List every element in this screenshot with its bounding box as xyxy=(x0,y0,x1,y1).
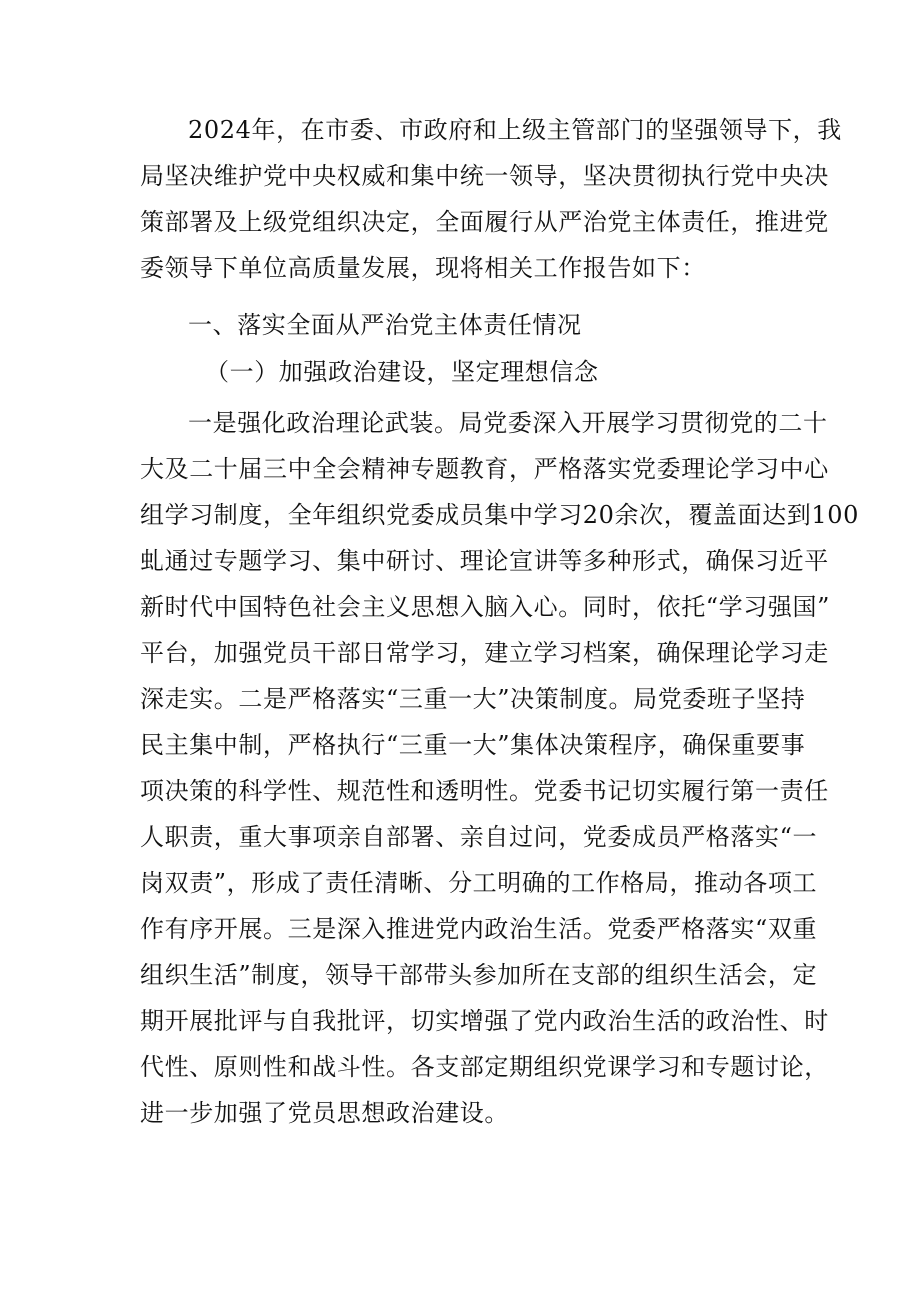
body-line-11: 岗双责”，形成了责任清晰、分工明确的工作格局，推动各项工 xyxy=(140,869,818,897)
body-line-16: 进一步加强了党员思想政治建设。 xyxy=(140,1099,509,1127)
section-heading: 一、落实全面从严治党主体责任情况 xyxy=(188,311,582,339)
body-line-14: 期开展批评与自我批评，切实增强了党内政治生活的政治性、时 xyxy=(140,1007,829,1035)
intro-line-4: 委领导下单位高质量发展，现将相关工作报告如下： xyxy=(140,254,706,282)
body-line-9: 项决策的科学性、规范性和透明性。党委书记切实履行第一责任 xyxy=(140,777,829,805)
intro-line-3: 策部署及上级党组织决定，全面履行从严治党主体责任，推进党 xyxy=(140,208,829,236)
body-line-6: 平台，加强党员干部日常学习，建立学习档案，确保理论学习走 xyxy=(140,639,829,667)
body-line-10: 人职责，重大事项亲自部署、亲自过问，党委成员严格落实“一 xyxy=(140,823,818,851)
body-line-1: 一是强化政治理论武装。局党委深入开展学习贯彻党的二十 xyxy=(188,409,828,437)
intro-line-2: 局坚决维护党中央权威和集中统一领导，坚决贯彻执行党中央决 xyxy=(140,162,829,190)
body-line-4: 虬通过专题学习、集中研讨、理论宣讲等多种形式，确保习近平 xyxy=(140,547,829,575)
intro-line-1: 2024年，在市委、市政府和上级主管部门的坚强领导下，我 xyxy=(188,116,842,144)
body-line-3: 组学习制度，全年组织党委成员集中学习20余次，覆盖面达到100 xyxy=(140,501,859,529)
subsection-heading: （一）加强政治建设，坚定理想信念 xyxy=(205,358,599,386)
body-line-12: 作有序开展。三是深入推进党内政治生活。党委严格落实“双重 xyxy=(140,915,818,943)
body-line-8: 民主集中制，严格执行“三重一大”集体决策程序，确保重要事 xyxy=(140,731,806,759)
body-line-13: 组织生活”制度，领导干部带头参加所在支部的组织生活会，定 xyxy=(140,961,818,989)
body-line-2: 大及二十届三中全会精神专题教育，严格落实党委理论学习中心 xyxy=(140,455,829,483)
body-line-7: 深走实。二是严格落实“三重一大”决策制度。局党委班子坚持 xyxy=(140,685,806,713)
body-line-15: 代性、原则性和战斗性。各支部定期组织党课学习和专题讨论， xyxy=(140,1053,829,1081)
body-line-5: 新时代中国特色社会主义思想入脑入心。同时，依托“学习强国” xyxy=(140,593,830,621)
